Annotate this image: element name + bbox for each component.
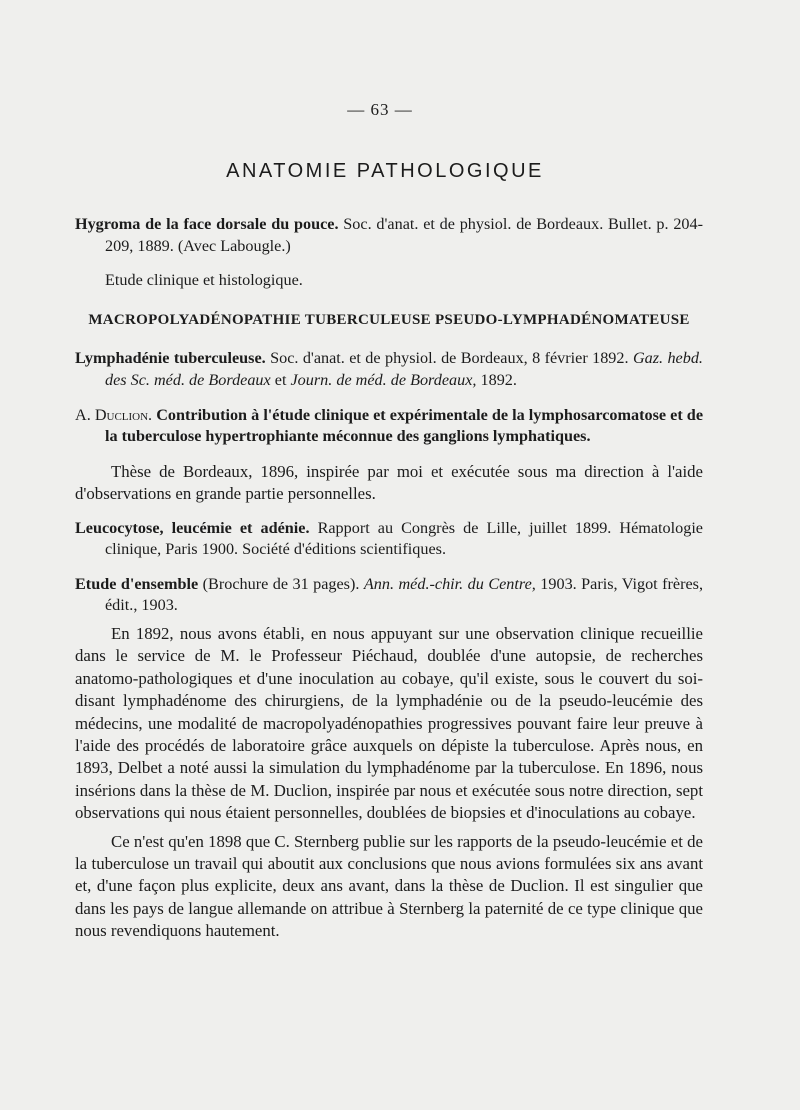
entry-tail: 1903. Paris, Vigot frères, édit., 1903.	[105, 574, 704, 615]
entry-note: Etude clinique et histologique.	[105, 271, 303, 290]
bibliography-entry-hygroma	[75, 214, 703, 257]
journal-name: Ann. méd.-chir. du Centre,	[363, 574, 536, 593]
entry-title: Etude d'ensemble	[75, 574, 199, 593]
bibliography-entry-etude	[75, 574, 703, 617]
body-paragraph-2: Ce n'est qu'en 1898 que C. Sternberg publie sur les rapports de la pseudo-leucémie et de la tuberculose un travail qui aboutit aux conclusions que nous avions formulées six ans avant et, d'une façon plus explicite, deux ans avant, dans la thèse de Duclion. Il est singulier que dans les pays de langue allemande on attribue à Sternberg la paternité de ce type clinique que nous revendiquons hautement.	[75, 831, 703, 941]
connector: et	[274, 370, 287, 389]
entry-reference: (Brochure de 31 pages).	[202, 574, 360, 593]
entry-description: Thèse de Bordeaux, 1896, inspirée par moi et exécutée sous ma direction à l'aide d'observations en grande partie personnelles.	[75, 461, 703, 504]
entry-title: Hygroma de la face dorsale du pouce.	[75, 215, 339, 233]
page-number: — 63 —	[347, 100, 413, 119]
bibliography-entry-leucocytose	[75, 518, 703, 561]
entry-title: Leucocytose, leucémie et adénie.	[75, 518, 310, 537]
entry-author: A. Duclion.	[75, 405, 153, 424]
page-content	[75, 214, 703, 955]
entry-reference: Soc. d'anat. et de physiol. de Bordeaux, 8 février 1892.	[270, 349, 629, 368]
subheading: MACROPOLYADÉNOPATHIE TUBERCULEUSE PSEUDO-LYMPHADÉNOMATEUSE	[88, 311, 690, 328]
entry-year: 1892.	[480, 370, 517, 389]
bibliography-entry-lymphadenie	[75, 348, 703, 391]
body-paragraph-1: En 1892, nous avons établi, en nous appuyant sur une observation clinique recueillie dans le service de M. le Professeur Piéchaud, doublée d'une autopsie, de recherches anatomo-pathologiques et d'une inoculation au cobaye, qu'il existe, sous le couvert du soi-disant lymphadénome des chirurgiens, de la lymphadénie ou de la pseudo-leucémie des médecins, une modalité de macropolyadénopathies progressives pouvant faire leur preuve à l'aide des procédés de laboratoire grâce auxquels on dépiste la tuberculose. Après nous, en 1893, Delbet a noté aussi la simulation du lymphadénome par la tuberculose. En 1896, nous insérions dans la thèse de M. Duclion, inspirée par nous et exécutée sous notre direction, sept observations qui nous étaient personnelles, doublées de biopsies et d'inoculations au cobaye.	[75, 623, 703, 823]
section-title: ANATOMIE PATHOLOGIQUE	[226, 160, 544, 182]
entry-reference: Rapport au Congrès de Lille, juillet 1899. Hématologie clinique, Paris 1900. Société d'éditions scientifiques.	[105, 518, 703, 559]
entry-title: Contribution à l'étude clinique et expérimentale de la lymphosarcomatose et de la tuberculose hypertrophiante méconnue des ganglions lymphatiques.	[105, 405, 703, 446]
bibliography-entry-duclion	[75, 405, 703, 448]
entry-title: Lymphadénie tuberculeuse.	[75, 349, 266, 368]
entry-reference: Soc. d'anat. et de physiol. de Bordeaux. Bullet. p. 204-209, 1889. (Avec Labougle.)	[105, 215, 703, 255]
journal-name: Journ. de méd. de Bordeaux,	[290, 370, 477, 389]
journal-name: Gaz. hebd. des Sc. méd. de Bordeaux	[105, 349, 703, 389]
